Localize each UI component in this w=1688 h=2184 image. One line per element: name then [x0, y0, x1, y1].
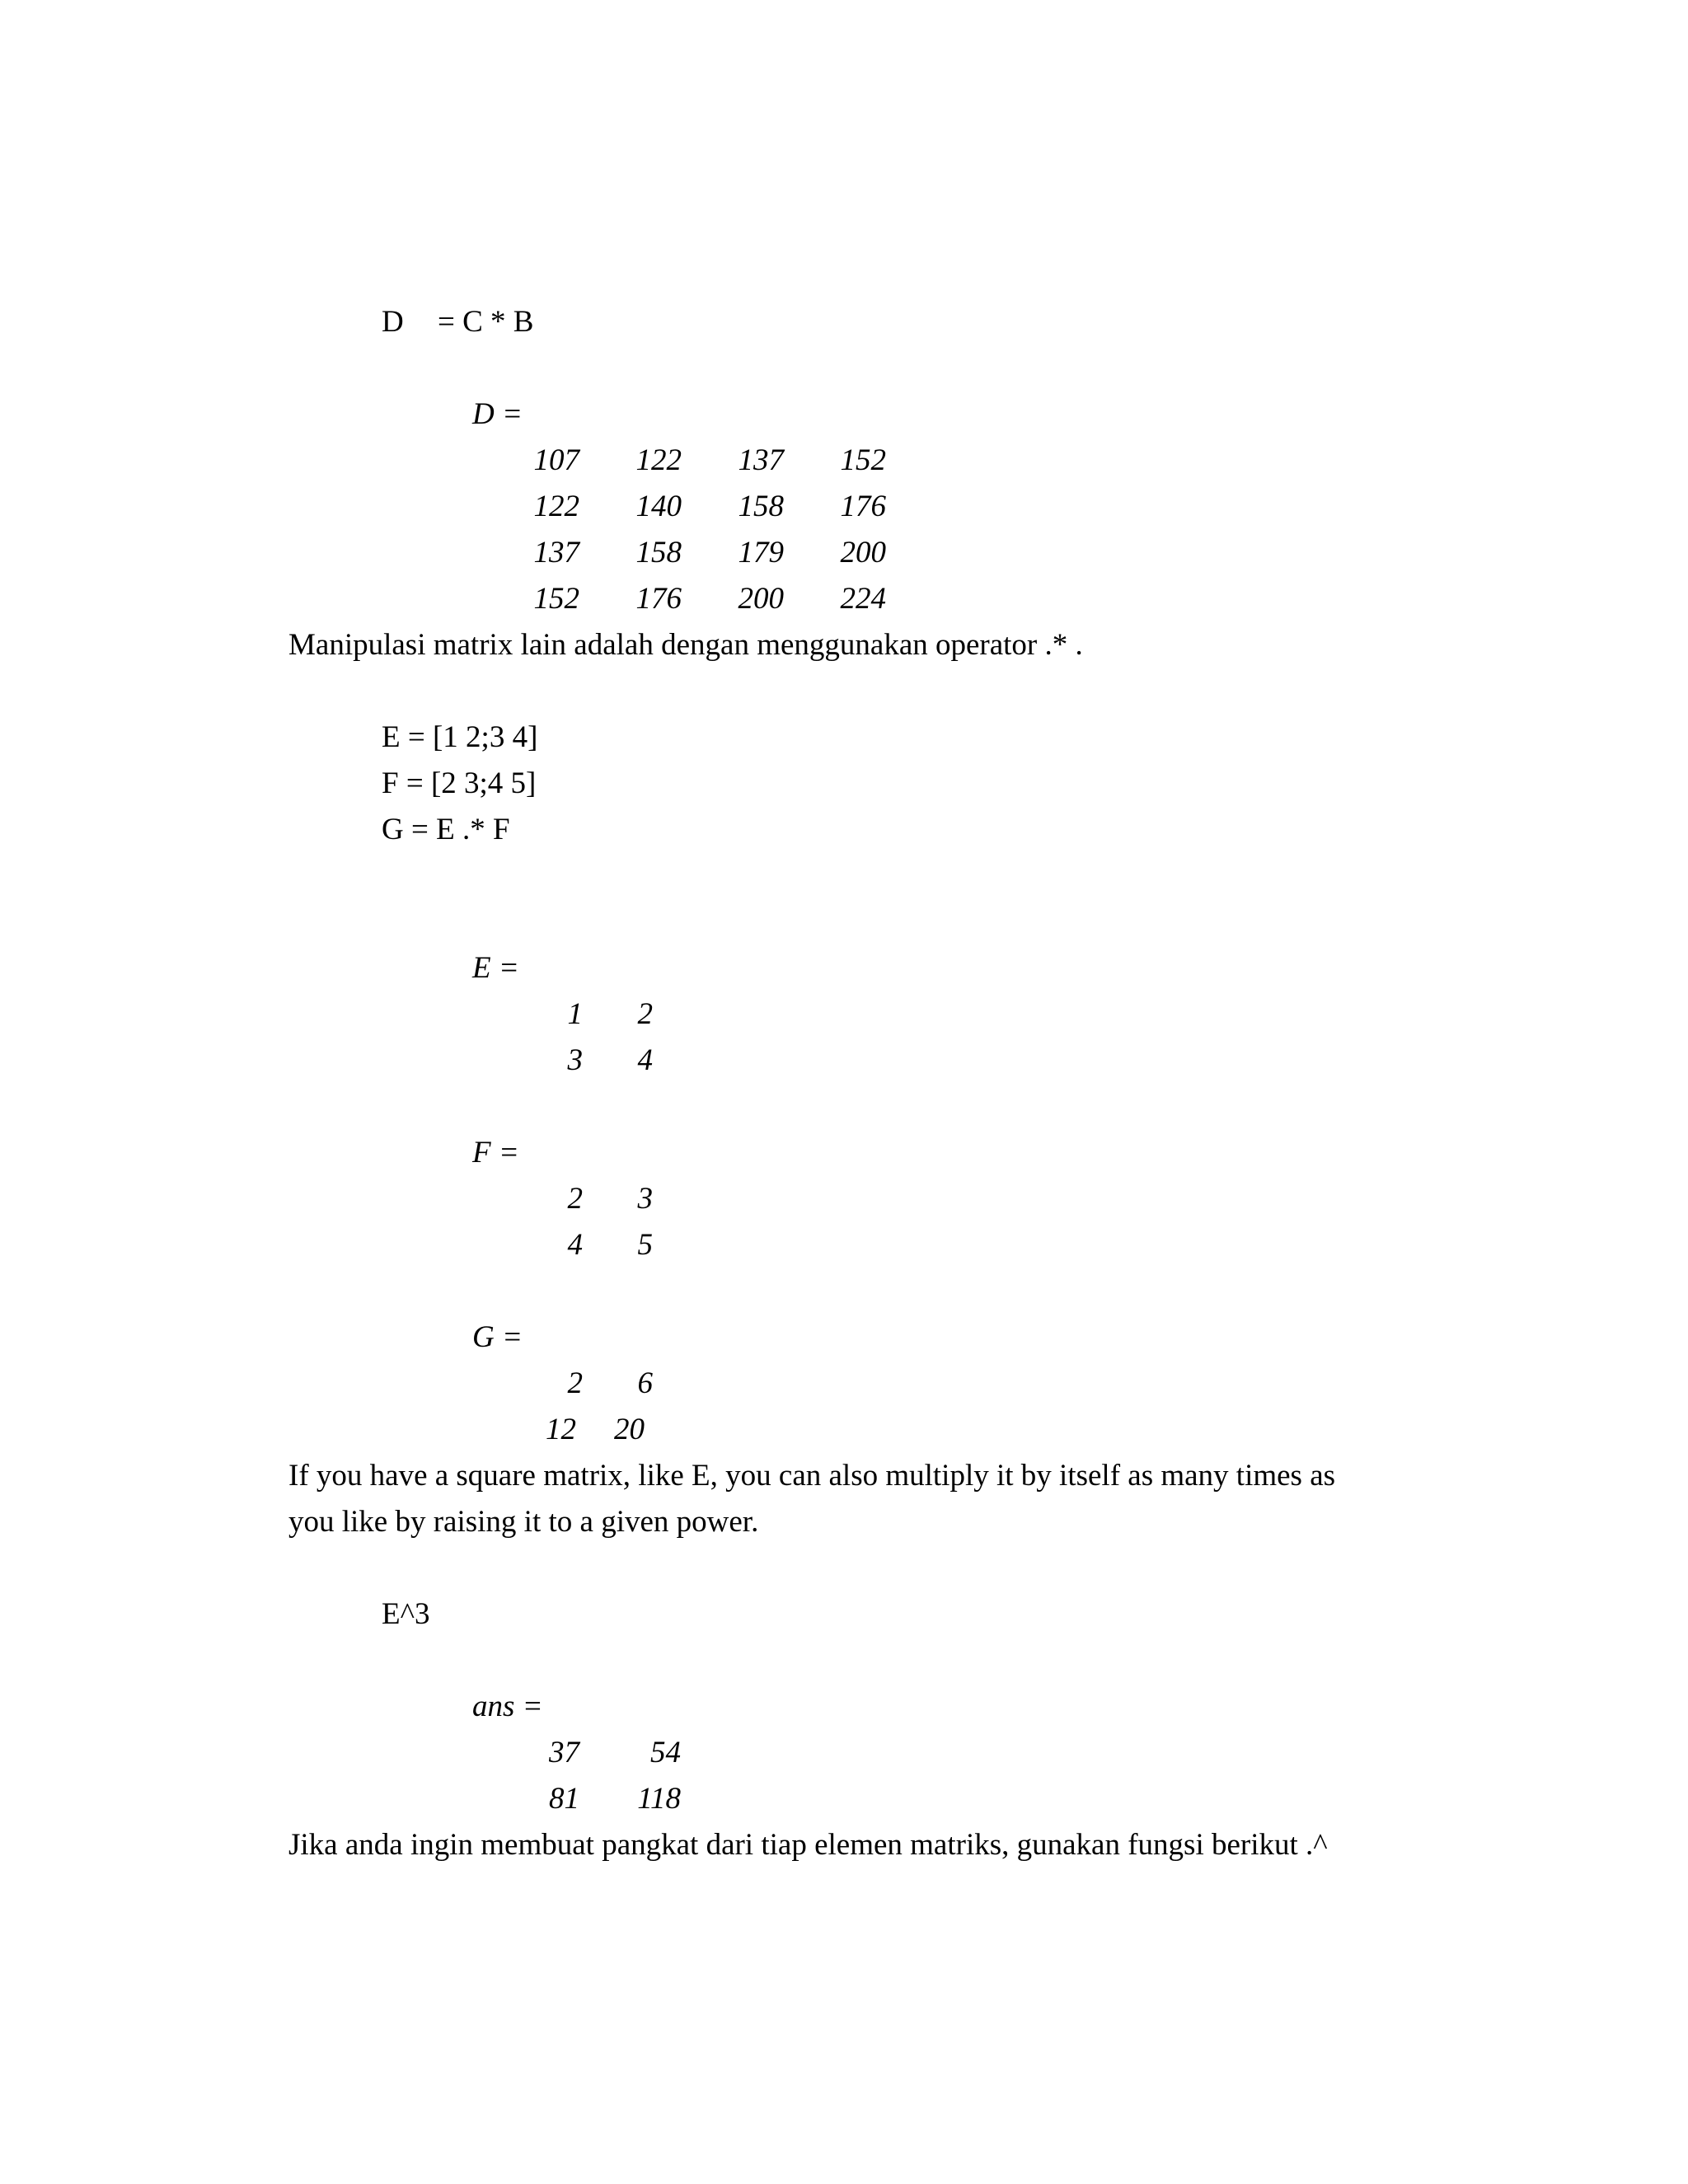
- body-paragraph: Manipulasi matrix lain adalah dengan menggunakan operator .* .: [288, 628, 1083, 662]
- output-e-label: E =: [472, 951, 519, 985]
- matrix-e-cell: 1: [567, 997, 583, 1031]
- output-g-label: G =: [472, 1320, 523, 1354]
- body-paragraph: If you have a square matrix, like E, you can also multiply it by itself as many times as: [288, 1459, 1336, 1493]
- matrix-f-cell: 3: [637, 1182, 653, 1216]
- body-paragraph: you like by raising it to a given power.: [288, 1505, 759, 1539]
- matrix-ans-cell: 118: [637, 1782, 681, 1816]
- matrix-d-cell: 176: [635, 582, 682, 616]
- matrix-ans-cell: 54: [650, 1736, 681, 1769]
- matrix-d-cell: 200: [840, 536, 886, 569]
- matrix-d-cell: 179: [738, 536, 784, 569]
- matrix-d-cell: 140: [635, 490, 682, 523]
- matrix-d-cell: 158: [738, 490, 784, 523]
- matrix-e-cell: 2: [637, 997, 653, 1031]
- matrix-d-cell: 224: [840, 582, 886, 616]
- matrix-d-cell: 158: [635, 536, 682, 569]
- output-d-label: D =: [472, 397, 523, 431]
- command-line: E = [1 2;3 4]: [382, 720, 538, 754]
- matrix-d-cell: 152: [533, 582, 579, 616]
- matrix-d-cell: 122: [635, 443, 682, 477]
- matrix-e-cell: 4: [637, 1043, 653, 1077]
- command-line: G = E .* F: [382, 813, 510, 846]
- matrix-d-cell: 107: [533, 443, 579, 477]
- command-d-rhs: = C * B: [438, 305, 534, 339]
- matrix-g-cell: 2: [567, 1366, 583, 1400]
- body-paragraph: Jika anda ingin membuat pangkat dari tiap elemen matriks, gunakan fungsi berikut .^: [288, 1828, 1328, 1862]
- matrix-d-cell: 176: [840, 490, 886, 523]
- matrix-ans-cell: 81: [549, 1782, 579, 1816]
- command-line: E^3: [382, 1597, 430, 1631]
- matrix-d-cell: 122: [533, 490, 579, 523]
- matrix-d-cell: 137: [533, 536, 579, 569]
- matrix-f-cell: 4: [567, 1228, 583, 1262]
- matrix-g-cell: 12: [546, 1413, 576, 1446]
- command-line: F = [2 3;4 5]: [382, 766, 537, 800]
- command-d-lhs: D: [382, 305, 404, 339]
- matrix-f-cell: 5: [637, 1228, 653, 1262]
- matrix-d-cell: 200: [738, 582, 784, 616]
- output-f-label: F =: [472, 1136, 519, 1169]
- matrix-d-cell: 137: [738, 443, 784, 477]
- output-ans-label: ans =: [472, 1690, 543, 1723]
- matrix-ans-cell: 37: [549, 1736, 579, 1769]
- matrix-f-cell: 2: [567, 1182, 583, 1216]
- matrix-g-cell: 6: [637, 1366, 653, 1400]
- matrix-d-cell: 152: [840, 443, 886, 477]
- matrix-e-cell: 3: [567, 1043, 583, 1077]
- matrix-g-cell: 20: [614, 1413, 645, 1446]
